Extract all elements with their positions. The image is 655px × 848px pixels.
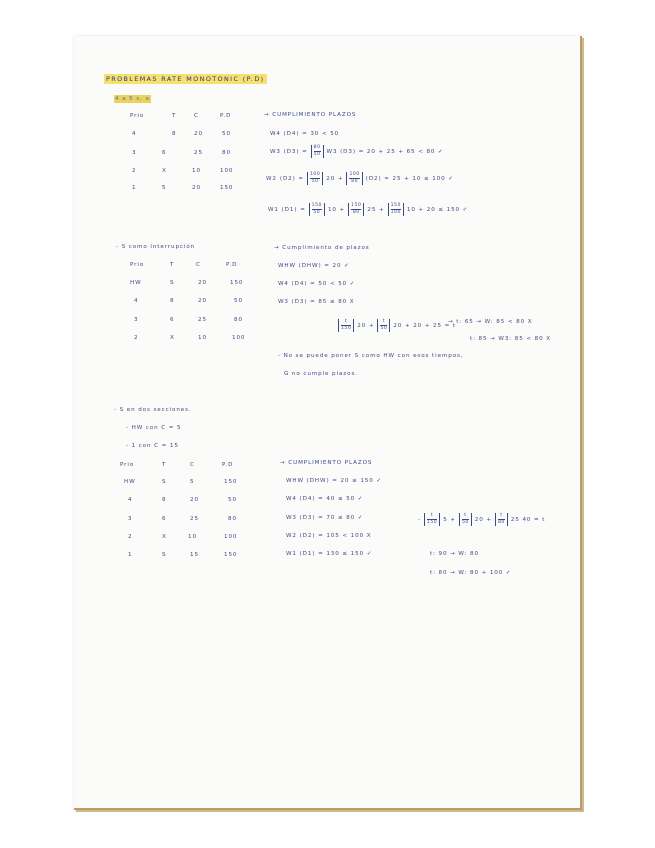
table-cell: 3 xyxy=(134,317,139,323)
table-cell: 6 xyxy=(170,317,175,323)
table-cell: X xyxy=(162,534,167,540)
fraction: $\frac{t}{50}$ xyxy=(377,319,390,332)
col-header-prio: Prio xyxy=(130,113,145,119)
section3-heading: → CUMPLIMIENTO PLAZOS xyxy=(280,460,373,466)
calc-line: W3 (D3) = $\frac{80}{50}$ W3 (D3) = 20 + 25 + 65 < 80 ✓ xyxy=(270,145,444,157)
section2-title: - S como interrupción xyxy=(116,244,196,250)
section2-heading: → Cumplimiento de plazos xyxy=(274,245,370,251)
table-cell: 20 xyxy=(198,280,207,286)
table-cell: 5 xyxy=(162,185,167,191)
table-cell: 25 xyxy=(190,516,199,522)
fraction: t 150 xyxy=(424,513,440,526)
calc-line: W3 (D3) = 85 ≤ 80 X xyxy=(278,299,355,305)
table-cell: 20 xyxy=(194,131,203,137)
equation: - t 150 5 + $\frac{t}{50}$ 20 + $\frac{t}{80}$ 25 40 = t xyxy=(418,513,546,525)
fraction: $\frac{150}{80}$ xyxy=(348,203,364,216)
table-cell: 10 xyxy=(198,335,207,341)
calc-line: WHW (DHW) = 20 ✓ xyxy=(278,263,350,269)
col-header-pd: P.D xyxy=(222,462,234,468)
col-header-t: T xyxy=(162,462,167,468)
calc-line: W4 (D4) = 40 ≤ 50 ✓ xyxy=(286,496,364,502)
col-header-t: T xyxy=(172,113,177,119)
table-cell: 150 xyxy=(230,280,244,286)
table-cell: 150 xyxy=(220,185,234,191)
fraction: $\frac{150}{50}$ xyxy=(309,203,325,216)
table-cell: S xyxy=(170,280,175,286)
table-cell: 100 xyxy=(220,168,234,174)
page-title: PROBLEMAS RATE MONOTONIC (P.D) xyxy=(106,75,265,83)
calc-line: W4 (D4) = 50 < 50 ✓ xyxy=(278,281,356,287)
table-cell: 100 xyxy=(232,335,246,341)
table-cell: 8 xyxy=(172,131,177,137)
col-header-c: C xyxy=(190,462,195,468)
calc-line: W1 (D1) = 130 ≤ 150 ✓ xyxy=(286,551,373,557)
col-header-pd: P.D xyxy=(220,113,232,119)
section3-title: - S en dos secciones. xyxy=(114,407,192,413)
table-cell: 6 xyxy=(162,150,167,156)
table-cell: S xyxy=(162,552,167,558)
sub-item: - 1 con C = 15 xyxy=(126,443,179,449)
table-cell: 20 xyxy=(192,185,201,191)
table-cell: 20 xyxy=(198,298,207,304)
calc-line: W4 (D4) = 30 < 50 xyxy=(270,131,340,137)
calc-line: WHW (DHW) = 20 ≤ 150 ✓ xyxy=(286,478,383,484)
note-line: - No se puede poner S como HW con esos tiempos, xyxy=(278,353,464,359)
calc-line: W1 (D1) = $\frac{150}{50}$ 10 + $\frac{150}{80}$ 25 + $\frac{150}{100}$ 10 + 20 ≤ 150 ✓ xyxy=(268,203,469,215)
table-cell: S xyxy=(162,479,167,485)
table-cell: 50 xyxy=(222,131,231,137)
fraction: $\frac{100}{80}$ xyxy=(346,172,362,185)
sub-item: - HW con C = 5 xyxy=(126,425,182,431)
calc-line: W3 (D3) = 70 ≤ 80 ✓ xyxy=(286,515,364,521)
table-cell: 20 xyxy=(190,497,199,503)
fraction: $\frac{100}{50}$ xyxy=(307,172,323,185)
col-header-c: C xyxy=(196,262,201,268)
table-cell: 2 xyxy=(134,335,139,341)
table-cell: 3 xyxy=(132,150,137,156)
table-cell: 10 xyxy=(192,168,201,174)
section1-label: 4 a 5 s, a xyxy=(115,96,150,102)
table-cell: 50 xyxy=(228,497,237,503)
note-line: G no cumple plazos. xyxy=(284,371,358,377)
notebook-page xyxy=(74,36,582,810)
table-cell: 2 xyxy=(128,534,133,540)
table-cell: 100 xyxy=(224,534,238,540)
col-header-c: C xyxy=(194,113,199,119)
table-cell: 6 xyxy=(162,516,167,522)
result-line: t: 90 → W: 80 xyxy=(430,551,479,557)
table-cell: 25 xyxy=(194,150,203,156)
equation: t 150 20 + $\frac{t}{50}$ 20 + 20 + 25 = t xyxy=(338,319,456,332)
table-cell: HW xyxy=(124,479,136,485)
table-cell: 4 xyxy=(132,131,137,137)
table-cell: 3 xyxy=(128,516,133,522)
table-cell: 8 xyxy=(170,298,175,304)
result-line: t: 85 → W3: 85 < 80 X xyxy=(470,336,551,342)
table-cell: 1 xyxy=(128,552,133,558)
table-cell: 10 xyxy=(188,534,197,540)
table-cell: 25 xyxy=(198,317,207,323)
table-cell: 4 xyxy=(134,298,139,304)
table-cell: 150 xyxy=(224,479,238,485)
table-cell: 2 xyxy=(132,168,137,174)
table-cell: 1 xyxy=(132,185,137,191)
table-cell: 4 xyxy=(128,497,133,503)
table-cell: 15 xyxy=(190,552,199,558)
col-header-prio: Prio xyxy=(130,262,145,268)
table-cell: 5 xyxy=(190,479,195,485)
table-cell: 8 xyxy=(162,497,167,503)
fraction: t 150 xyxy=(338,319,354,332)
table-cell: 80 xyxy=(222,150,231,156)
table-cell: HW xyxy=(130,280,142,286)
table-cell: 50 xyxy=(234,298,243,304)
section1-heading: → CUMPLIMIENTO PLAZOS xyxy=(264,112,357,118)
table-cell: 80 xyxy=(234,317,243,323)
fraction: $\frac{80}{50}$ xyxy=(311,145,324,158)
result-line: → t: 65 → W: 85 < 80 X xyxy=(448,319,533,325)
fraction: $\frac{t}{50}$ xyxy=(459,513,472,526)
col-header-prio: Prio xyxy=(120,462,135,468)
table-cell: 80 xyxy=(228,516,237,522)
table-cell: X xyxy=(170,335,175,341)
fraction: $\frac{150}{100}$ xyxy=(388,203,404,216)
result-line: t: 80 → W: 80 + 100 ✓ xyxy=(430,570,512,576)
table-cell: X xyxy=(162,168,167,174)
col-header-t: T xyxy=(170,262,175,268)
fraction: $\frac{t}{80}$ xyxy=(495,513,508,526)
table-cell: 150 xyxy=(224,552,238,558)
col-header-pd: P.D xyxy=(226,262,238,268)
calc-line: W2 (D2) = 105 < 100 X xyxy=(286,533,372,539)
calc-line: W2 (D2) = $\frac{100}{50}$ 20 + $\frac{100}{80}$ (D2) = 25 + 10 ≤ 100 ✓ xyxy=(266,172,454,184)
